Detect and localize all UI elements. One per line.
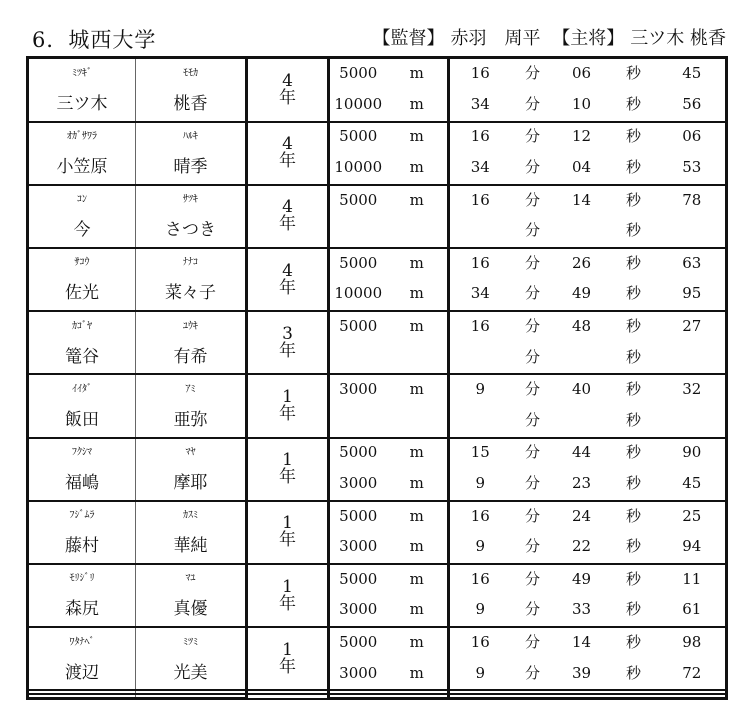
record-minute-unit: 分: [511, 215, 555, 248]
record-minute-unit: 分: [511, 657, 555, 690]
record-second-unit: 秒: [609, 311, 659, 341]
record-distance: 5000: [329, 311, 387, 341]
record-seconds: 06: [555, 58, 609, 89]
record-second-unit: 秒: [609, 122, 659, 152]
record-distance: 5000: [329, 122, 387, 152]
record-minute-unit: 分: [511, 341, 555, 374]
family-name: 篭谷: [28, 341, 136, 374]
grade-year: [247, 627, 329, 690]
grade-value: 3: [282, 323, 309, 344]
athlete-row: [28, 627, 727, 657]
record-minute-unit: 分: [511, 374, 555, 404]
kana-family-name: ﾌｸｼﾏ: [28, 438, 136, 468]
grade-value: 1: [282, 513, 309, 534]
empty-cell: [511, 696, 555, 699]
grade-value: 4: [282, 70, 309, 91]
record-distance: [329, 341, 387, 374]
family-name: 藤村: [28, 531, 136, 564]
record-second-unit: 秒: [609, 501, 659, 531]
empty-cell: [387, 696, 449, 699]
captain-label: 【主将】: [552, 28, 625, 49]
record-minute-unit: 分: [511, 594, 555, 627]
given-name: 菜々子: [136, 278, 247, 311]
record-minute-unit: 分: [511, 185, 555, 215]
grade-unit: 年: [279, 151, 312, 172]
record-fraction: 78: [659, 185, 727, 215]
record-meter-unit: [387, 215, 449, 248]
record-fraction: 11: [659, 564, 727, 594]
kana-family-name: ｵｶﾞｻﾜﾗ: [28, 122, 136, 152]
record-seconds: 14: [555, 185, 609, 215]
record-minute-unit: 分: [511, 531, 555, 564]
grade-unit: 年: [279, 593, 312, 614]
empty-cell: [28, 696, 136, 699]
athlete-row-lower: [28, 594, 727, 627]
record-second-unit: 秒: [609, 467, 659, 500]
grade-unit: 年: [279, 656, 312, 677]
kana-given-name: ｱﾐ: [136, 374, 247, 404]
kana-family-name: ｶｺﾞﾔ: [28, 311, 136, 341]
staff-info: [367, 24, 726, 50]
record-distance: [329, 215, 387, 248]
record-meter-unit: m: [387, 657, 449, 690]
record-seconds: 39: [555, 657, 609, 690]
record-minutes: 15: [449, 438, 511, 468]
record-distance: 5000: [329, 248, 387, 278]
family-name: 三ツ木: [28, 88, 136, 121]
athlete-row-lower: [28, 151, 727, 184]
grade-unit: 年: [279, 87, 312, 108]
kana-given-name: ｻﾂｷ: [136, 185, 247, 215]
given-name: 華純: [136, 531, 247, 564]
record-second-unit: 秒: [609, 594, 659, 627]
record-seconds: 26: [555, 248, 609, 278]
record-minutes: [449, 341, 511, 374]
record-fraction: 32: [659, 374, 727, 404]
roster-table: [26, 56, 728, 700]
kana-family-name: ｲｲﾀﾞ: [28, 374, 136, 404]
record-distance: 3000: [329, 374, 387, 404]
record-minutes: 16: [449, 122, 511, 152]
team-header: [0, 0, 750, 54]
grade-value: 1: [282, 450, 309, 471]
record-meter-unit: m: [387, 88, 449, 121]
record-minute-unit: 分: [511, 122, 555, 152]
kana-given-name: ﾏﾕ: [136, 564, 247, 594]
team-title: 6．城西大学: [32, 28, 157, 52]
record-minutes: 16: [449, 185, 511, 215]
record-minutes: [449, 404, 511, 437]
record-distance: 5000: [329, 564, 387, 594]
record-meter-unit: m: [387, 594, 449, 627]
empty-cell: [449, 696, 511, 699]
record-meter-unit: m: [387, 501, 449, 531]
kana-family-name: ﾐﾂｷﾞ: [28, 58, 136, 89]
coach-label: 【監督】: [372, 28, 445, 49]
record-meter-unit: m: [387, 531, 449, 564]
record-seconds: 44: [555, 438, 609, 468]
record-fraction: 63: [659, 248, 727, 278]
given-name: さつき: [136, 215, 247, 248]
athlete-row-lower: [28, 88, 727, 121]
record-meter-unit: m: [387, 374, 449, 404]
record-second-unit: 秒: [609, 657, 659, 690]
record-second-unit: 秒: [609, 564, 659, 594]
record-minute-unit: 分: [511, 151, 555, 184]
record-fraction: 72: [659, 657, 727, 690]
family-name: 飯田: [28, 404, 136, 437]
record-distance: 10000: [329, 151, 387, 184]
record-minutes: 34: [449, 278, 511, 311]
given-name: 真優: [136, 594, 247, 627]
athlete-row: [28, 501, 727, 531]
athlete-row: [28, 438, 727, 468]
record-seconds: 48: [555, 311, 609, 341]
record-seconds: 04: [555, 151, 609, 184]
record-minutes: 16: [449, 564, 511, 594]
record-seconds: [555, 215, 609, 248]
grade-value: 1: [282, 576, 309, 597]
kana-given-name: ﾊﾙｷ: [136, 122, 247, 152]
grade-value: 4: [282, 134, 309, 155]
given-name: 有希: [136, 341, 247, 374]
family-name: 森尻: [28, 594, 136, 627]
athlete-row: [28, 185, 727, 215]
grade-year: [247, 374, 329, 437]
record-minutes: 9: [449, 594, 511, 627]
record-meter-unit: m: [387, 185, 449, 215]
athlete-row-lower: [28, 215, 727, 248]
record-seconds: 33: [555, 594, 609, 627]
grade-year: [247, 501, 329, 564]
athlete-row: [28, 311, 727, 341]
kana-given-name: ｶｽﾐ: [136, 501, 247, 531]
kana-given-name: ﾐﾂﾐ: [136, 627, 247, 657]
record-minute-unit: 分: [511, 88, 555, 121]
record-meter-unit: m: [387, 311, 449, 341]
record-seconds: 22: [555, 531, 609, 564]
record-fraction: 90: [659, 438, 727, 468]
record-second-unit: 秒: [609, 215, 659, 248]
record-second-unit: 秒: [609, 341, 659, 374]
record-seconds: 10: [555, 88, 609, 121]
athlete-row-lower: [28, 531, 727, 564]
record-minutes: 9: [449, 467, 511, 500]
record-minute-unit: 分: [511, 311, 555, 341]
record-second-unit: 秒: [609, 151, 659, 184]
record-second-unit: 秒: [609, 374, 659, 404]
empty-cell: [247, 694, 329, 699]
record-distance: 3000: [329, 594, 387, 627]
record-second-unit: 秒: [609, 88, 659, 121]
record-minute-unit: 分: [511, 438, 555, 468]
grade-year: [247, 248, 329, 311]
record-second-unit: 秒: [609, 278, 659, 311]
empty-cell: [329, 696, 387, 699]
athlete-row-lower: [28, 467, 727, 500]
record-meter-unit: m: [387, 438, 449, 468]
record-distance: 5000: [329, 627, 387, 657]
record-distance: 10000: [329, 278, 387, 311]
record-meter-unit: m: [387, 564, 449, 594]
record-distance: 5000: [329, 501, 387, 531]
record-meter-unit: m: [387, 248, 449, 278]
given-name: 亜弥: [136, 404, 247, 437]
family-name: 小笠原: [28, 151, 136, 184]
record-fraction: [659, 404, 727, 437]
given-name: 摩耶: [136, 467, 247, 500]
empty-cell: [555, 696, 609, 699]
family-name: 福嶋: [28, 467, 136, 500]
record-fraction: 61: [659, 594, 727, 627]
record-meter-unit: [387, 341, 449, 374]
record-seconds: 49: [555, 564, 609, 594]
kana-family-name: ｻｺｳ: [28, 248, 136, 278]
grade-year: [247, 58, 329, 122]
record-minute-unit: 分: [511, 278, 555, 311]
record-fraction: 98: [659, 627, 727, 657]
grade-year: [247, 185, 329, 248]
athlete-row-lower: [28, 278, 727, 311]
grade-unit: 年: [279, 214, 312, 235]
record-second-unit: 秒: [609, 627, 659, 657]
grade-year: [247, 122, 329, 185]
record-second-unit: 秒: [609, 58, 659, 89]
record-seconds: 40: [555, 374, 609, 404]
record-distance: 5000: [329, 58, 387, 89]
record-minute-unit: 分: [511, 248, 555, 278]
athlete-row-lower: [28, 657, 727, 690]
record-second-unit: 秒: [609, 404, 659, 437]
kana-given-name: ﾕｳｷ: [136, 311, 247, 341]
record-fraction: 53: [659, 151, 727, 184]
grade-unit: 年: [279, 277, 312, 298]
record-fraction: [659, 215, 727, 248]
family-name: 佐光: [28, 278, 136, 311]
kana-given-name: ﾅﾅｺ: [136, 248, 247, 278]
grade-unit: 年: [279, 340, 312, 361]
record-fraction: 56: [659, 88, 727, 121]
empty-cell: [659, 696, 727, 699]
record-fraction: 27: [659, 311, 727, 341]
record-minute-unit: 分: [511, 501, 555, 531]
athlete-row: [28, 564, 727, 594]
grade-value: 1: [282, 386, 309, 407]
given-name: 桃香: [136, 88, 247, 121]
kana-family-name: ﾓﾘｼﾞﾘ: [28, 564, 136, 594]
record-fraction: 06: [659, 122, 727, 152]
record-second-unit: 秒: [609, 185, 659, 215]
record-seconds: 14: [555, 627, 609, 657]
grade-value: 1: [282, 639, 309, 660]
record-meter-unit: [387, 404, 449, 437]
family-name: 渡辺: [28, 657, 136, 690]
record-fraction: 45: [659, 58, 727, 89]
athlete-row: [28, 122, 727, 152]
record-distance: 5000: [329, 438, 387, 468]
empty-cell: [609, 696, 659, 699]
record-meter-unit: m: [387, 58, 449, 89]
coach-name: 赤羽 周平: [450, 28, 541, 49]
grade-year: [247, 564, 329, 627]
record-minute-unit: 分: [511, 467, 555, 500]
record-distance: 5000: [329, 185, 387, 215]
record-meter-unit: m: [387, 151, 449, 184]
record-minutes: 16: [449, 311, 511, 341]
athlete-row: [28, 58, 727, 89]
given-name: 光美: [136, 657, 247, 690]
empty-cell: [136, 696, 247, 699]
record-minutes: 16: [449, 58, 511, 89]
grade-unit: 年: [279, 530, 312, 551]
athlete-row-lower: [28, 341, 727, 374]
record-minute-unit: 分: [511, 564, 555, 594]
record-fraction: 94: [659, 531, 727, 564]
record-minutes: 34: [449, 88, 511, 121]
record-minutes: 34: [449, 151, 511, 184]
record-meter-unit: m: [387, 278, 449, 311]
given-name: 晴季: [136, 151, 247, 184]
empty-row: [28, 696, 727, 699]
grade-value: 4: [282, 197, 309, 218]
record-minute-unit: 分: [511, 404, 555, 437]
record-distance: 3000: [329, 531, 387, 564]
record-seconds: [555, 341, 609, 374]
athlete-row: [28, 248, 727, 278]
kana-family-name: ﾌｼﾞﾑﾗ: [28, 501, 136, 531]
record-seconds: 23: [555, 467, 609, 500]
grade-value: 4: [282, 260, 309, 281]
kana-given-name: ﾓﾓｶ: [136, 58, 247, 89]
athlete-row-lower: [28, 404, 727, 437]
record-minutes: [449, 215, 511, 248]
record-distance: 3000: [329, 467, 387, 500]
kana-family-name: ｺﾝ: [28, 185, 136, 215]
record-seconds: 12: [555, 122, 609, 152]
record-second-unit: 秒: [609, 531, 659, 564]
record-distance: [329, 404, 387, 437]
captain-name: 三ツ木 桃香: [630, 28, 726, 49]
record-seconds: [555, 404, 609, 437]
record-fraction: 95: [659, 278, 727, 311]
record-minutes: 16: [449, 248, 511, 278]
record-minute-unit: 分: [511, 58, 555, 89]
family-name: 今: [28, 215, 136, 248]
record-fraction: 25: [659, 501, 727, 531]
record-meter-unit: m: [387, 627, 449, 657]
record-fraction: 45: [659, 467, 727, 500]
grade-year: [247, 311, 329, 374]
grade-unit: 年: [279, 403, 312, 424]
record-meter-unit: m: [387, 467, 449, 500]
record-minutes: 9: [449, 531, 511, 564]
record-second-unit: 秒: [609, 248, 659, 278]
record-distance: 3000: [329, 657, 387, 690]
kana-given-name: ﾏﾔ: [136, 438, 247, 468]
record-seconds: 49: [555, 278, 609, 311]
grade-year: [247, 438, 329, 501]
record-minutes: 9: [449, 657, 511, 690]
record-fraction: [659, 341, 727, 374]
record-distance: 10000: [329, 88, 387, 121]
record-minutes: 16: [449, 501, 511, 531]
record-seconds: 24: [555, 501, 609, 531]
athlete-row: [28, 374, 727, 404]
kana-family-name: ﾜﾀﾅﾍﾞ: [28, 627, 136, 657]
record-meter-unit: m: [387, 122, 449, 152]
grade-unit: 年: [279, 467, 312, 488]
record-second-unit: 秒: [609, 438, 659, 468]
record-minutes: 9: [449, 374, 511, 404]
record-minute-unit: 分: [511, 627, 555, 657]
record-minutes: 16: [449, 627, 511, 657]
